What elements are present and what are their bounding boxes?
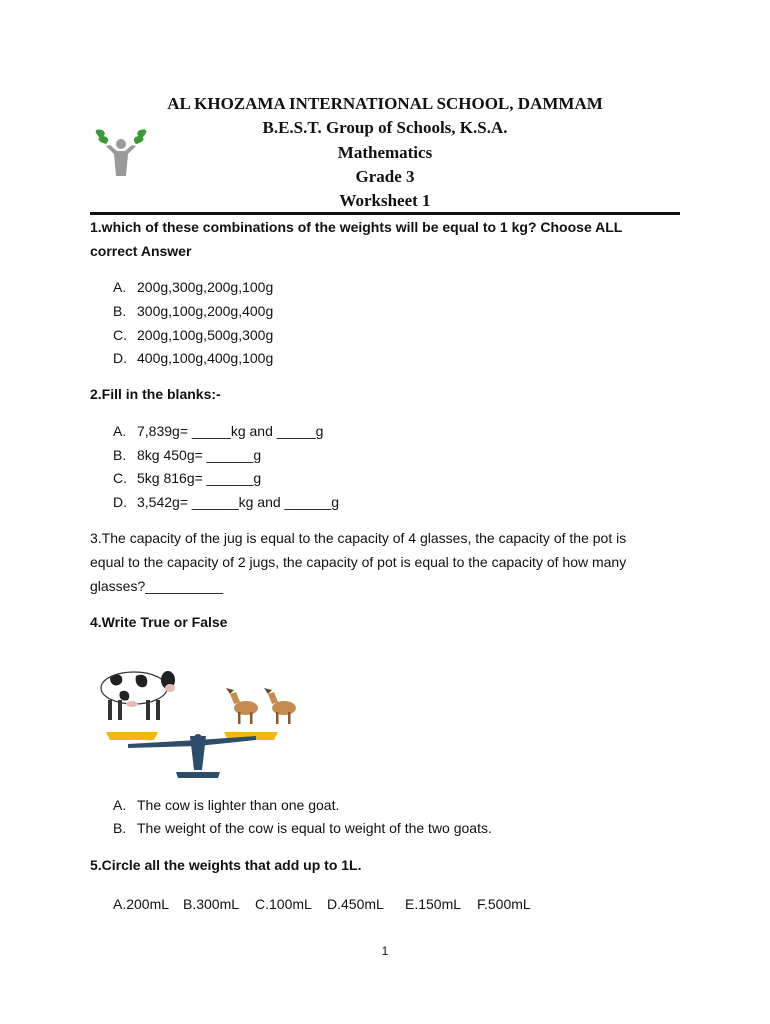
q5-option-f[interactable]: F.500mL: [477, 896, 531, 912]
option-text: 300g,100g,200g,400g: [137, 303, 274, 319]
worksheet-title: Worksheet 1: [339, 191, 431, 210]
school-group: B.E.S.T. Group of Schools, K.S.A.: [262, 118, 508, 137]
q2-option-a[interactable]: [113, 419, 323, 443]
option-letter: B.: [113, 820, 127, 836]
cow-image: [101, 671, 175, 720]
q2-option-c[interactable]: [113, 466, 261, 490]
grade-title: Grade 3: [355, 167, 415, 186]
option-text: The cow is lighter than one goat.: [137, 797, 340, 813]
goat-image: [264, 688, 296, 724]
school-name: AL KHOZAMA INTERNATIONAL SCHOOL, DAMMAM: [167, 94, 603, 113]
q5-title: 5.Circle all the weights that add up to 1L.: [90, 857, 362, 873]
q1-option-d[interactable]: [113, 346, 273, 370]
goat-image: [226, 688, 258, 724]
option-text: 3,542g= ______kg and ______g: [137, 494, 340, 510]
q2-title: 2.Fill in the blanks:-: [90, 386, 221, 402]
q5-option-a[interactable]: A.200mL: [113, 896, 170, 912]
q1-option-a[interactable]: [113, 275, 273, 299]
option-letter: A.: [113, 797, 127, 813]
option-letter: B.: [113, 447, 127, 463]
q2-option-d[interactable]: [113, 490, 339, 514]
balance-scale-illustration: [98, 666, 313, 781]
option-text: 200g,100g,500g,300g: [137, 327, 274, 343]
q4-option-b[interactable]: [113, 816, 492, 840]
q4-option-a[interactable]: [113, 793, 339, 817]
q2-option-b[interactable]: [113, 443, 261, 467]
option-text: 7,839g= _____kg and _____g: [137, 423, 324, 439]
q3-line2: equal to the capacity of 2 jugs, the capacity of pot is equal to the capacity of how many: [90, 554, 627, 570]
option-text: 5kg 816g= ______g: [137, 470, 262, 486]
option-text: The weight of the cow is equal to weight of the two goats.: [137, 820, 492, 836]
q5-option-b[interactable]: B.300mL: [183, 896, 240, 912]
option-letter: C.: [113, 327, 127, 343]
option-letter: C.: [113, 470, 127, 486]
q3-line3: glasses?__________: [90, 578, 224, 594]
option-letter: D.: [113, 350, 127, 366]
q1-option-b[interactable]: [113, 299, 273, 323]
subject-title: Mathematics: [337, 143, 433, 162]
option-letter: B.: [113, 303, 127, 319]
option-text: 8kg 450g= ______g: [137, 447, 262, 463]
q5-option-e[interactable]: E.150mL: [405, 896, 462, 912]
q4-title: 4.Write True or False: [90, 614, 228, 630]
q3-line1: 3.The capacity of the jug is equal to the capacity of 4 glasses, the capacity of the pot is: [90, 530, 627, 546]
option-letter: A.: [113, 279, 127, 295]
q1-option-c[interactable]: [113, 323, 273, 347]
q5-option-d[interactable]: D.450mL: [327, 896, 384, 912]
q1-line2: correct Answer: [90, 243, 192, 259]
option-letter: A.: [113, 423, 127, 439]
option-text: 400g,100g,400g,100g: [137, 350, 274, 366]
option-text: 200g,300g,200g,100g: [137, 279, 274, 295]
q1-line1: 1.which of these combinations of the weights will be equal to 1 kg? Choose ALL: [90, 219, 623, 235]
page-number: 1: [381, 944, 389, 958]
balance-scale: [106, 732, 278, 778]
q5-option-c[interactable]: C.100mL: [255, 896, 312, 912]
option-letter: D.: [113, 494, 127, 510]
